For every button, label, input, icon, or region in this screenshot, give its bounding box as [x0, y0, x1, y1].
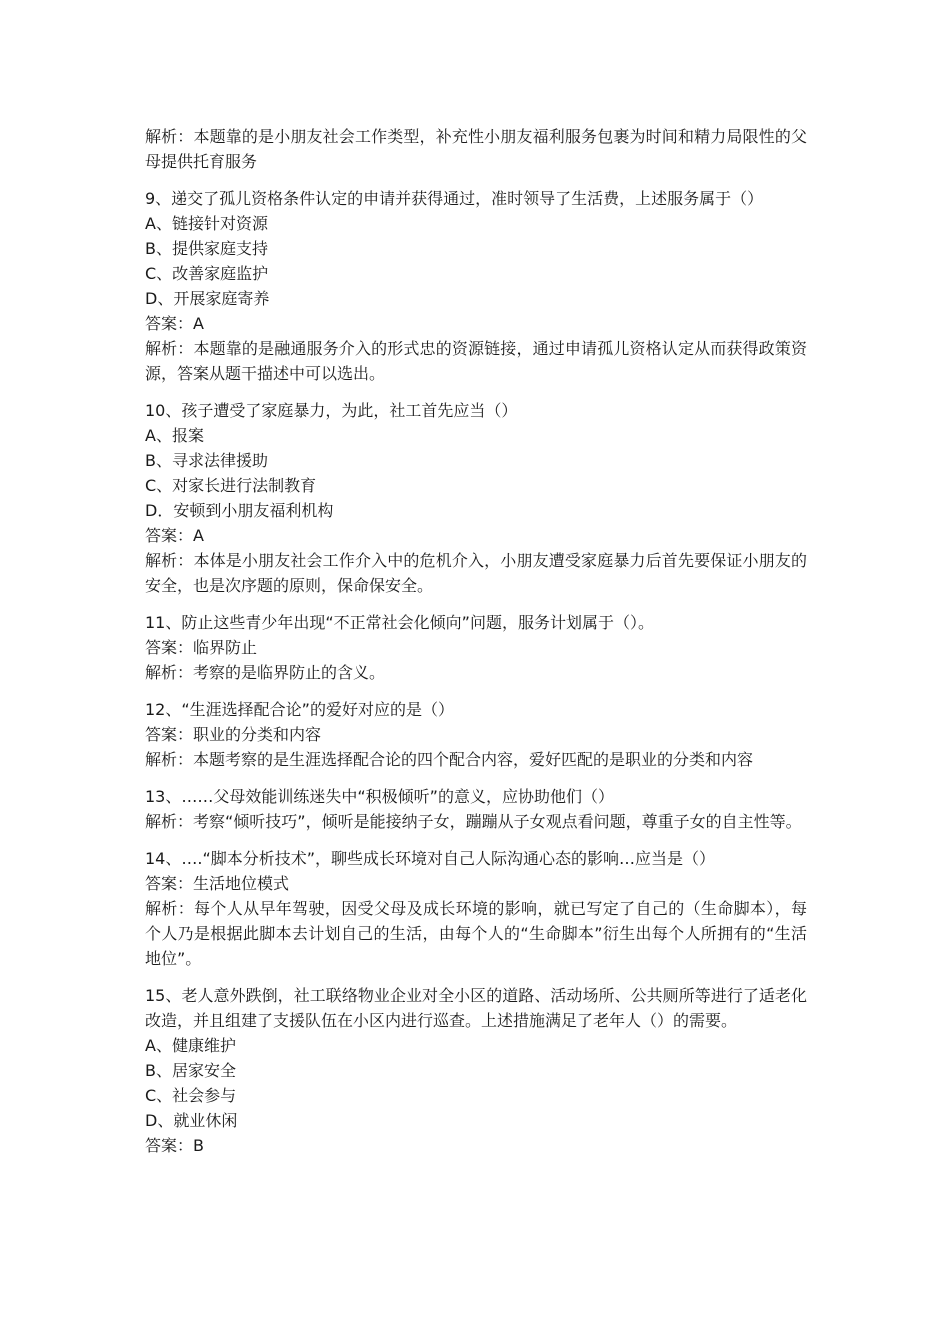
question-block: [145, 186, 807, 386]
text-line: 答案：职业的分类和内容: [145, 725, 322, 744]
question-block: [145, 398, 807, 598]
text-line: 答案：A: [145, 314, 204, 333]
text-line: 答案：临界防止: [145, 638, 258, 657]
text-line: D、开展家庭寄养: [145, 289, 270, 308]
text-line: D．安顿到小朋友福利机构: [145, 501, 334, 520]
text-line: A、健康维护: [145, 1036, 236, 1055]
text-line: C、改善家庭监护: [145, 264, 269, 283]
text-line: A、链接针对资源: [145, 214, 268, 233]
text-line: 13、……父母效能训练迷失中“积极倾听”的意义，应协助他们（）: [145, 787, 614, 806]
text-line: 答案：生活地位模式: [145, 874, 290, 893]
text-line: D、就业休闲: [145, 1111, 238, 1130]
text-line: 解析：本题靠的是小朋友社会工作类型，补充性小朋友福利服务包裹为时间和精力局限性的父母提供托育服务: [145, 127, 807, 171]
text-line: 15、老人意外跌倒，社工联络物业企业对全小区的道路、活动场所、公共厕所等进行了适老化改造，并且组建了支援队伍在小区内进行巡查。上述措施满足了老年人（）的需要。: [145, 986, 807, 1030]
question-block: [145, 846, 807, 971]
text-line: B、寻求法律援助: [145, 451, 268, 470]
question-block: [145, 983, 807, 1158]
text-line: 解析：本体是小朋友社会工作介入中的危机介入，小朋友遭受家庭暴力后首先要保证小朋友的安全，也是次序题的原则，保命保安全。: [145, 551, 807, 595]
text-line: 答案：B: [145, 1136, 204, 1155]
text-line: 12、“生涯选择配合论”的爱好对应的是（）: [145, 700, 454, 719]
text-line: 10、孩子遭受了家庭暴力，为此，社工首先应当（）: [145, 401, 518, 420]
text-line: 解析：本题考察的是生涯选择配合论的四个配合内容，爱好匹配的是职业的分类和内容: [145, 750, 754, 769]
text-line: 解析：本题靠的是融通服务介入的形式忠的资源链接，通过申请孤儿资格认定从而获得政策资源，答案从题干描述中可以选出。: [145, 339, 807, 383]
text-line: 答案：A: [145, 526, 204, 545]
text-line: B、提供家庭支持: [145, 239, 268, 258]
text-line: 解析：每个人从早年驾驶，因受父母及成长环境的影响，就已写定了自己的（生命脚本），每个人乃是根据此脚本去计划自己的生活，由每个人的“生命脚本”衍生出每个人所拥有的“生活地位”。: [145, 899, 807, 968]
question-block: [145, 124, 807, 174]
question-block: [145, 610, 807, 685]
text-line: B、居家安全: [145, 1061, 236, 1080]
question-block: [145, 784, 807, 834]
text-line: C、对家长进行法制教育: [145, 476, 317, 495]
question-block: [145, 697, 807, 772]
text-line: 9、递交了孤儿资格条件认定的申请并获得通过，准时领导了生活费，上述服务属于（）: [145, 189, 764, 208]
text-line: 11、防止这些青少年出现“不正常社会化倾向”问题，服务计划属于（）。: [145, 613, 654, 632]
text-line: A、报案: [145, 426, 204, 445]
text-line: 解析：考察的是临界防止的含义。: [145, 663, 386, 682]
text-line: C、社会参与: [145, 1086, 237, 1105]
document-body: [145, 124, 807, 1170]
text-line: 解析：考察“倾听技巧”，倾听是能接纳子女，蹦蹦从子女观点看问题，尊重子女的自主性等。: [145, 812, 802, 831]
text-line: 14、….“脚本分析技术”，聊些成长环境对自己人际沟通心态的影响…应当是（）: [145, 849, 716, 868]
